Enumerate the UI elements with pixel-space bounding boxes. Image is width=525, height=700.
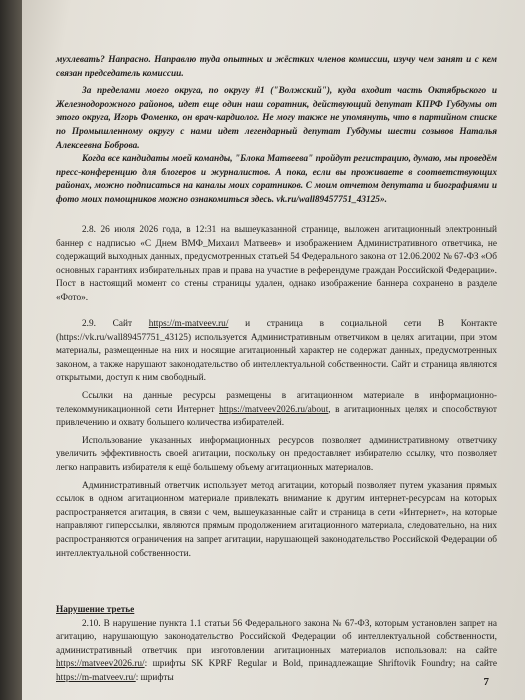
page-number: 7: [483, 676, 489, 689]
paragraph-2-9: [56, 318, 497, 386]
site-link-m-matveev-2[interactable]: https://m-matveev.ru/: [56, 672, 136, 683]
site-link-m-matveev[interactable]: https://m-matveev.ru/: [148, 319, 229, 329]
site-link-matveev2026-about[interactable]: https://matveev2026.ru/about: [219, 404, 329, 415]
site-link-matveev2026[interactable]: https://matveev2026.ru/: [56, 659, 145, 670]
quote-block: [56, 54, 497, 208]
quote-paragraph-1: мухлевать? Напрасно. Направлю туда опытных и жёстких членов комиссии, изучу чем занят и с кем связан председатель комиссии.: [56, 55, 497, 79]
document-page: [22, 0, 525, 700]
quote-paragraph-2: За пределами моего округа, по округу #1 ("Волжский"), куда входит часть Октябрьского и Железнодорожного районов, идет еще один наш соратник, действующий депутат КПРФ Губдумы от этого округа, Игорь Фоменко, он врач-кардиолог. Не могу также не упомянуть, что в партийном списке по Промышленному округу с нами идет легендарный депутат Губдумы шести созывов Наталья Алексеевна Боброва.: [56, 86, 497, 151]
section-heading: Нарушение третье: [56, 605, 135, 615]
paragraph-2-10-text-a: 2.10. В нарушение пункта 1.1 статьи 56 Федерального закона № 67-ФЗ, которым установлен запрет на агитацию, нарушающую законодательство Российской Федерации об интеллектуальной собственности, административный ответчик при изготовлении агитационных материалов использовал: на сайте: [56, 618, 497, 656]
paragraph-2-10: [56, 618, 497, 686]
paragraph-use: Использование указанных информационных ресурсов позволяет административному ответчику увеличить эффективность своей агитации, поскольку он предоставляет избирателю ссылку, что позволяет легко направить избирателя к ещё большему объему агитационных материалов.: [56, 435, 497, 473]
section-violation-3: [56, 604, 497, 686]
section-2-9: [56, 318, 497, 561]
paragraph-links-text-a: Ссылки на данные ресурсы размещены в агитационном материале в информационно-телекоммуникационной сети Интернет: [56, 390, 497, 415]
paragraph-2-8: 2.8. 26 июля 2026 года, в 12:31 на вышеуказанной странице, выложен агитационный электронный баннер с надписью «С Днем ВМФ_Михаил Матвеев» и изображением Административного ответчика, не содержащий выходных данных, предусмотренных статьей 54 Федерального закона от 12.06.2002 № 67-ФЗ «Об основных гарантиях избирательных прав и права на участие в референдуме граждан Российской Федерации». Пост в настоящий момент со стены страницы удален, однако изображение баннера сохранено в разделе «Фото».: [56, 225, 497, 303]
paragraph-2-9-text-a: 2.9. Сайт: [82, 319, 149, 329]
paragraph-links-text-b: , в агитационных целях и способствуют привлечению и охвату большего количества избирателей.: [56, 404, 497, 429]
section-2-8: [56, 224, 497, 306]
paragraph-2-10-text-b: : шрифты SK KPRF Regular и Bold, принадлежащие Shriftovik Foundry; на сайте: [144, 659, 497, 670]
paragraph-2-10-text-c: : шрифты: [135, 672, 174, 683]
paragraph-method: Административный ответчик использует метод агитации, который позволяет путем указания прямых ссылок в одном агитационном материале привлекать внимание к другим интернет-ресурсам на которых распространяется агитация, в связи с чем, вышеуказанные сайт и страница в сети «Интернет», на которые направляют гиперссылки, являются прямым продолжением агитационного материала, следовательно, на них распространяются ограничения на запрет агитации, нарушающей законодательство Российской Федерации об интеллектуальной собственности.: [56, 480, 497, 559]
paragraph-links: [56, 390, 497, 431]
quote-paragraph-3: Когда все кандидаты моей команды, "Блока Матвеева" пройдут регистрацию, думаю, мы проведём пресс-конференцию для блогеров и журналистов. А пока, если вы проживаете в соответствующих районах, можно подписаться на каналы моих соратников. С моим отчетом депутата и биографиями и фото моих помощников можно ознакомиться здесь. vk.ru/wall89457751_43125».: [56, 154, 497, 205]
paragraph-2-9-text-b: и страница в социальной сети В Контакте (https://vk.ru/wall89457751_43125) используется Административным ответчиком в целях агитации, при этом материалы, размещенные на них и носящие агитационный характер не содержат данных, предусмотренных законом, а также нарушают законодательство об интеллектуальной собственности. Сайт и страница являются открытыми, доступ к ним свободный.: [56, 319, 497, 384]
